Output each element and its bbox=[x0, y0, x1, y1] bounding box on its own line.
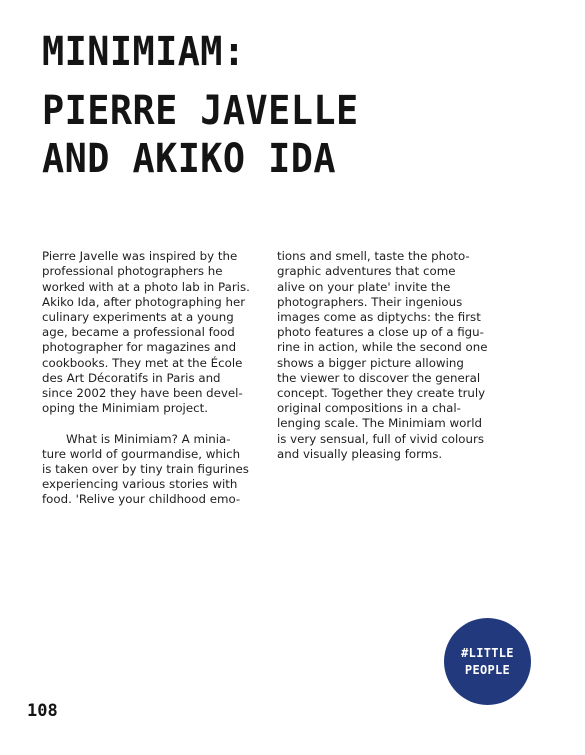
article-title bbox=[42, 29, 542, 187]
badge-line-2: PEOPLE bbox=[464, 662, 511, 677]
badge-line-1: #LITTLE bbox=[461, 645, 514, 660]
title-line-3: AND AKIKO IDA bbox=[42, 136, 337, 182]
paragraph-2-continued: tions and smell, taste the photo- graphic adventures that come alive on your plate' invite the photographers. Their ingenious images come as diptychs: the first photo features a close up of a figu- rine in action, while the second one shows a bigger picture allowing the viewer to discover the general concept. Together they create truly original compositions in a chal- lenging scale. The Minimiam world is very sensual, full of vivid colours and visually pleasing forms. bbox=[277, 249, 488, 461]
article-body bbox=[42, 234, 492, 523]
paragraph-2: What is Minimiam? A minia- ture world of gourmandise, which is taken over by tiny train figurines experiencing various stories with food. 'Relive your childhood emo- bbox=[42, 431, 249, 507]
category-badge bbox=[444, 618, 531, 705]
column-left bbox=[42, 234, 257, 523]
title-line-2: PIERRE JAVELLE bbox=[42, 88, 359, 134]
title-line-1: MINIMIAM: bbox=[42, 29, 246, 75]
paragraph-1: Pierre Javelle was inspired by the professional photographers he worked with at a photo lab in Paris. Akiko Ida, after photographing her culinary experiments at a young age, became a professional food photographer for magazines and cookbooks. They met at the École des Art Décoratifs in Paris and since 2002 they have been devel- oping the Minimiam project. bbox=[42, 249, 250, 416]
column-right bbox=[277, 234, 492, 523]
page-number: 108 bbox=[27, 701, 58, 721]
